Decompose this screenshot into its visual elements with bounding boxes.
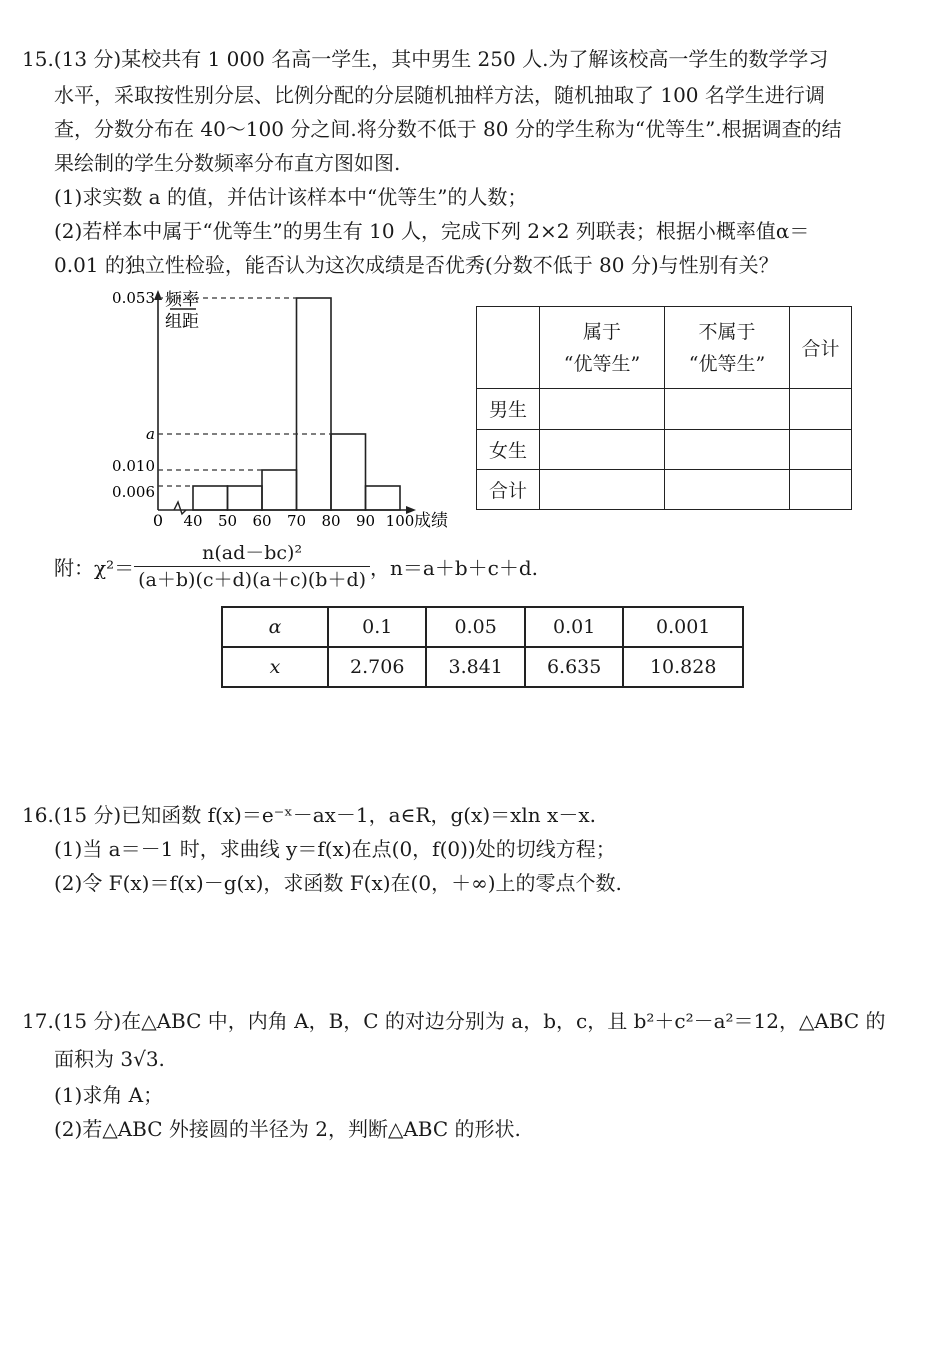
origin-label: 0 xyxy=(152,511,164,530)
formula-prefix: 附：χ²＝ xyxy=(54,556,135,580)
x-tick-label: 100 xyxy=(385,512,415,530)
alpha-value: 0.05 xyxy=(426,607,524,647)
x-value: 2.706 xyxy=(328,647,426,687)
q15-line-4: 果绘制的学生分数频率分布直方图如图. xyxy=(54,151,401,175)
formula-suffix: ，n＝a＋b＋c＋d. xyxy=(370,556,538,580)
x-tick-label: 60 xyxy=(252,512,272,530)
header-not-excellent: 不属于 “优等生” xyxy=(665,307,790,389)
histogram-bar xyxy=(228,486,263,510)
cell[interactable] xyxy=(665,389,790,429)
cell[interactable] xyxy=(665,469,790,509)
q15-sub-2: (2)若样本中属于“优等生”的男生有 10 人，完成下列 2×2 列联表；根据小概率值α＝ xyxy=(54,219,810,243)
q15-line-1: 15.(13 分)某校共有 1 000 名高一学生，其中男生 250 人.为了解该校高一学生的数学学习 xyxy=(22,47,829,71)
q16-sub-1: (1)当 a＝－1 时，求曲线 y＝f(x)在点(0，f(0))处的切线方程； xyxy=(54,837,616,861)
q15-sub-2-cont: 0.01 的独立性检验，能否认为这次成绩是否优秀(分数不低于 80 分)与性别有关？ xyxy=(54,253,779,277)
row-label-male: 男生 xyxy=(477,389,540,429)
alpha-label: α xyxy=(222,607,328,647)
y-tick-label: 0.010 xyxy=(112,457,155,475)
q17-line-1: 17.(15 分)在△ABC 中，内角 A，B，C 的对边分别为 a，b，c，且 b²＋c²－a²＝12，△ABC 的 xyxy=(22,1009,886,1033)
y-axis-label-bottom: 组距 xyxy=(165,312,199,332)
q15-line-3: 查，分数分布在 40～100 分之间.将分数不低于 80 分的学生称为“优等生”.根据调查的结 xyxy=(54,117,842,141)
alpha-value: 0.1 xyxy=(328,607,426,647)
formula-numerator: n(ad－bc)² xyxy=(134,540,370,567)
critical-value-table xyxy=(221,606,744,688)
row-label-total: 合计 xyxy=(477,469,540,509)
x-value: 10.828 xyxy=(623,647,743,687)
x-tick-label: 70 xyxy=(286,512,307,530)
x-tick-label: 80 xyxy=(321,512,341,530)
formula-denominator: (a＋b)(c＋d)(a＋c)(b＋d) xyxy=(138,569,367,591)
cell[interactable] xyxy=(540,429,665,469)
cell[interactable] xyxy=(540,389,665,429)
cell[interactable] xyxy=(540,469,665,509)
alpha-value: 0.01 xyxy=(525,607,623,647)
header-excellent: 属于 “优等生” xyxy=(540,307,665,389)
y-axis-label-top: 频率 xyxy=(165,290,199,310)
q16-sub-2: (2)令 F(x)＝f(x)－g(x)，求函数 F(x)在(0，＋∞)上的零点个数. xyxy=(54,871,622,895)
x-axis-label: 成绩 xyxy=(414,511,448,531)
header-total: 合计 xyxy=(790,307,852,389)
x-label: x xyxy=(222,647,328,687)
q17-sub-2: (2)若△ABC 外接圆的半径为 2，判断△ABC 的形状. xyxy=(54,1117,521,1141)
x-tick-label: 90 xyxy=(355,512,376,530)
q16-line-1: 16.(15 分)已知函数 f(x)＝e⁻ˣ－ax－1，a∈R，g(x)＝xln x－x. xyxy=(22,803,596,827)
histogram-bar xyxy=(297,298,332,510)
histogram-bar xyxy=(193,486,228,510)
y-tick-label: a xyxy=(146,425,155,443)
chi-square-formula xyxy=(54,540,538,593)
q17-sub-1: (1)求角 A； xyxy=(54,1083,164,1107)
cell[interactable] xyxy=(790,429,852,469)
cell[interactable] xyxy=(790,469,852,509)
q15-line-2: 水平，采取按性别分层、比例分配的分层随机抽样方法，随机抽取了 100 名学生进行调 xyxy=(54,83,825,107)
histogram-bar xyxy=(366,486,401,510)
cell[interactable] xyxy=(790,389,852,429)
x-tick-label: 40 xyxy=(183,512,203,530)
cell[interactable] xyxy=(665,429,790,469)
corner-cell xyxy=(477,307,540,389)
q15-sub-1: (1)求实数 a 的值，并估计该样本中“优等生”的人数； xyxy=(54,185,528,209)
frequency-histogram xyxy=(100,282,470,532)
histogram-bar xyxy=(262,470,297,510)
x-value: 6.635 xyxy=(525,647,623,687)
x-value: 3.841 xyxy=(426,647,524,687)
row-label-female: 女生 xyxy=(477,429,540,469)
alpha-value: 0.001 xyxy=(623,607,743,647)
y-tick-label: 0.053 xyxy=(112,289,155,307)
contingency-table xyxy=(476,306,852,510)
histogram-bar xyxy=(331,434,366,510)
x-tick-label: 50 xyxy=(217,512,238,530)
formula-fraction xyxy=(134,540,370,593)
y-tick-label: 0.006 xyxy=(112,483,155,501)
q17-line-2: 面积为 3√3. xyxy=(54,1047,165,1071)
